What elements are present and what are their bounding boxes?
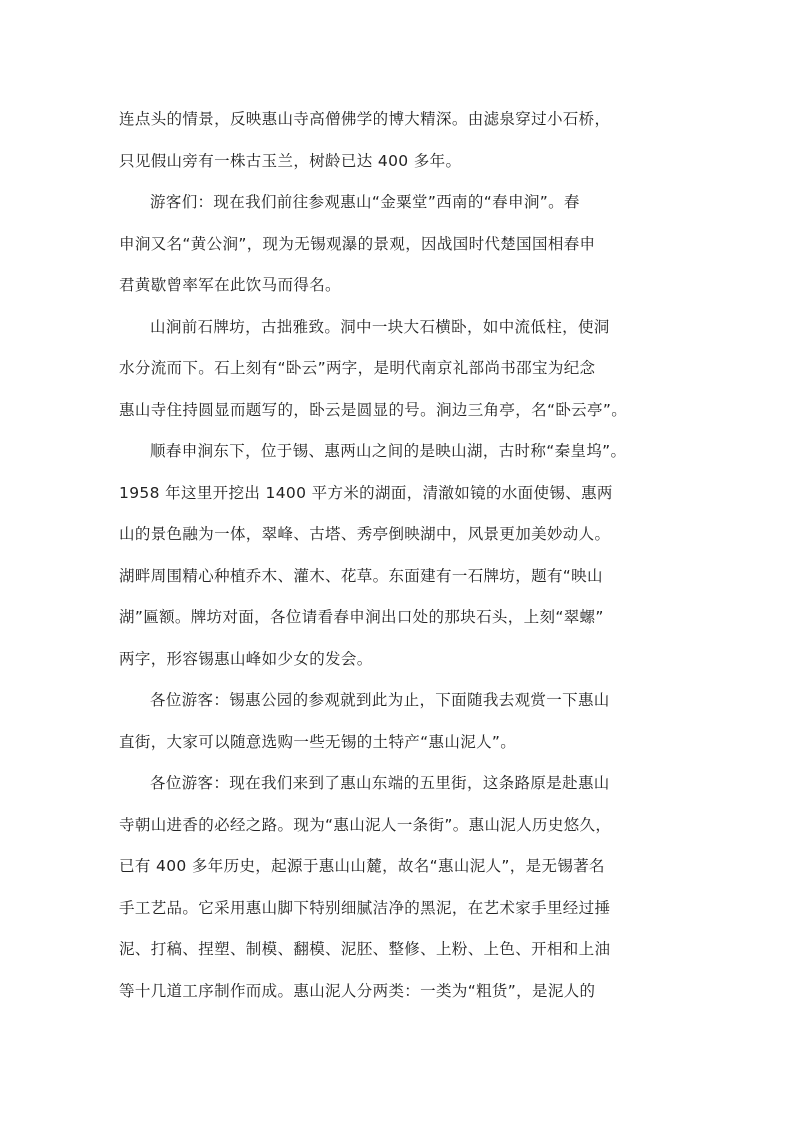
text-line: 湖”匾额。牌坊对面，各位请看春申涧出口处的那块石头，上刻“翠螺” (119, 608, 604, 626)
text-line: 只见假山旁有一株古玉兰，树龄已达 400 多年。 (119, 151, 462, 170)
text-line: 君黄歇曾率军在此饮马而得名。 (119, 276, 341, 294)
text-line: 手工艺品。它采用惠山脚下特别细腻洁净的黑泥，在艺术家手里经过捶 (119, 898, 611, 917)
text-line: 已有 400 多年历史，起源于惠山山麓，故名“惠山泥人”，是无锡著名 (119, 857, 605, 875)
paragraph-start-line: 各位游客：现在我们来到了惠山东端的五里街，这条路原是赴惠山 (150, 774, 610, 792)
paragraph-start-line: 各位游客：锡惠公园的参观就到此为止，下面随我去观赏一下惠山 (150, 691, 610, 709)
text-line: 山的景色融为一体，翠峰、古塔、秀亭倒映湖中，风景更加美妙动人。 (119, 525, 611, 543)
text-line: 水分流而下。石上刻有“卧云”两字，是明代南京礼部尚书邵宝为纪念 (119, 359, 596, 377)
text-line: 两字，形容锡惠山峰如少女的发会。 (119, 649, 373, 668)
text-line: 连点头的情景，反映惠山寺高僧佛学的博大精深。由滤泉穿过小石桥， (119, 110, 611, 128)
paragraph-start-line: 游客们：现在我们前往参观惠山“金粟堂”西南的“春申涧”。春 (150, 193, 580, 211)
paragraph-start-line: 山涧前石牌坊，古拙雅致。洞中一块大石横卧，如中流低柱，使洞 (150, 317, 610, 336)
text-line: 等十几道工序制作而成。惠山泥人分两类：一类为“粗货”，是泥人的 (119, 981, 596, 1000)
paragraph-start-line: 顺春申涧东下，位于锡、惠两山之间的是映山湖，古时称“秦皇坞”。 (150, 442, 627, 460)
text-line: 湖畔周围精心种植乔木、灌木、花草。东面建有一石牌坊，题有“映山 (119, 566, 603, 585)
text-line: 申涧又名“黄公涧”，现为无锡观瀑的景观，因战国时代楚国国相春申 (119, 234, 596, 253)
document-body (119, 104, 679, 1006)
text-line: 1958 年这里开挖出 1400 平方米的湖面，清澈如镜的水面使锡、惠两 (119, 483, 613, 502)
text-line: 寺朝山进香的必经之路。现为“惠山泥人一条街”。惠山泥人历史悠久， (119, 815, 612, 834)
text-line: 泥、打稿、捏塑、制模、翻模、泥胚、整修、上粉、上色、开相和上油 (119, 940, 611, 958)
text-line: 直街，大家可以随意选购一些无锡的土特产“惠山泥人”。 (119, 732, 517, 751)
text-line: 惠山寺住持圆显而题写的，卧云是圆显的号。涧边三角亭，名“卧云亭”。 (119, 400, 628, 419)
